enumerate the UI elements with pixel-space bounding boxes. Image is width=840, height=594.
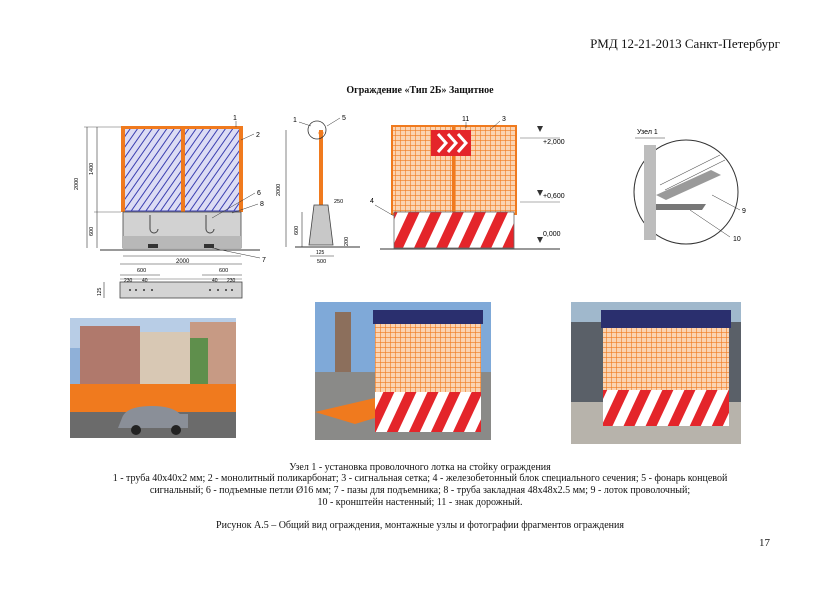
document-header: РМД 12-21-2013 Санкт-Петербург [590, 36, 780, 51]
node-callout-10: 10 [733, 236, 741, 243]
side-dim-base-top: 250 [334, 199, 344, 205]
callout-6: 6 [257, 190, 261, 197]
callout-1: 1 [233, 115, 237, 122]
front-dim-width: 2000 [176, 259, 190, 265]
level-2000: +2,000 [543, 139, 565, 146]
node-detail [634, 138, 740, 244]
plan-dim-c4: 230 [227, 278, 236, 284]
front-dim-lower: 600 [89, 226, 95, 236]
page-number: 17 [759, 537, 770, 549]
plan-dim-c3: 40 [212, 278, 218, 284]
front-view [84, 126, 260, 256]
sign-callout-3: 3 [502, 116, 506, 123]
side-dim-lower: 600 [294, 225, 300, 235]
page-title: Ограждение «Тип 2Б» Защитное [346, 85, 494, 96]
caption-legend-line2: сигнальный; 6 - подъемные петли Ø16 мм; 7 - пазы для подъемника; 8 - труба закладная 48х48х2.5 мм; 9 - лоток проволочный; [149, 485, 691, 496]
sign-callout-11: 11 [462, 116, 470, 123]
side-callout-1: 1 [293, 117, 297, 124]
side-dim-small: 125 [316, 250, 325, 256]
callout-2: 2 [256, 132, 260, 139]
photo-street-view [70, 318, 236, 438]
plan-dim-a: 600 [137, 268, 147, 274]
plan-dim-b: 600 [219, 268, 229, 274]
caption-legend-line1: 1 - труба 40х40х2 мм; 2 - монолитный поликарбонат; 3 - сигнальная сетка; 4 - железобетонный блок специального сечения; 5 - фонарь концевой [112, 473, 728, 484]
node-label: Узел 1 [637, 129, 658, 136]
side-dim-base: 500 [317, 259, 327, 265]
front-dim-upper: 1400 [89, 162, 95, 175]
caption-node: Узел 1 - установка проволочного лотка на стойку ограждения [289, 462, 551, 473]
figure-caption: Рисунок А.5 – Общий вид ограждения, монтажные узлы и фотографии фрагментов ограждения [216, 520, 624, 531]
callout-8: 8 [260, 201, 264, 208]
caption-legend-line3: 10 - кронштейн настенный; 11 - знак дорожный. [317, 497, 523, 508]
callout-7: 7 [262, 257, 266, 264]
level-0000: 0,000 [543, 231, 561, 238]
plan-dim-c2: 40 [142, 278, 148, 284]
plan-dim-h: 125 [97, 287, 103, 296]
plan-dim-c1: 230 [124, 278, 133, 284]
photo-installed-barrier [315, 302, 491, 440]
level-0600: +0,600 [543, 193, 565, 200]
photo-barrier-closeup [571, 302, 741, 444]
side-callout-5: 5 [342, 115, 346, 122]
sign-callout-4: 4 [370, 198, 374, 205]
sign-view [380, 126, 560, 249]
node-callout-9: 9 [742, 208, 746, 215]
front-dim-total-h: 2000 [74, 177, 80, 190]
side-dim-total-h: 2000 [276, 183, 282, 196]
side-dim-base-h: 200 [344, 236, 350, 246]
